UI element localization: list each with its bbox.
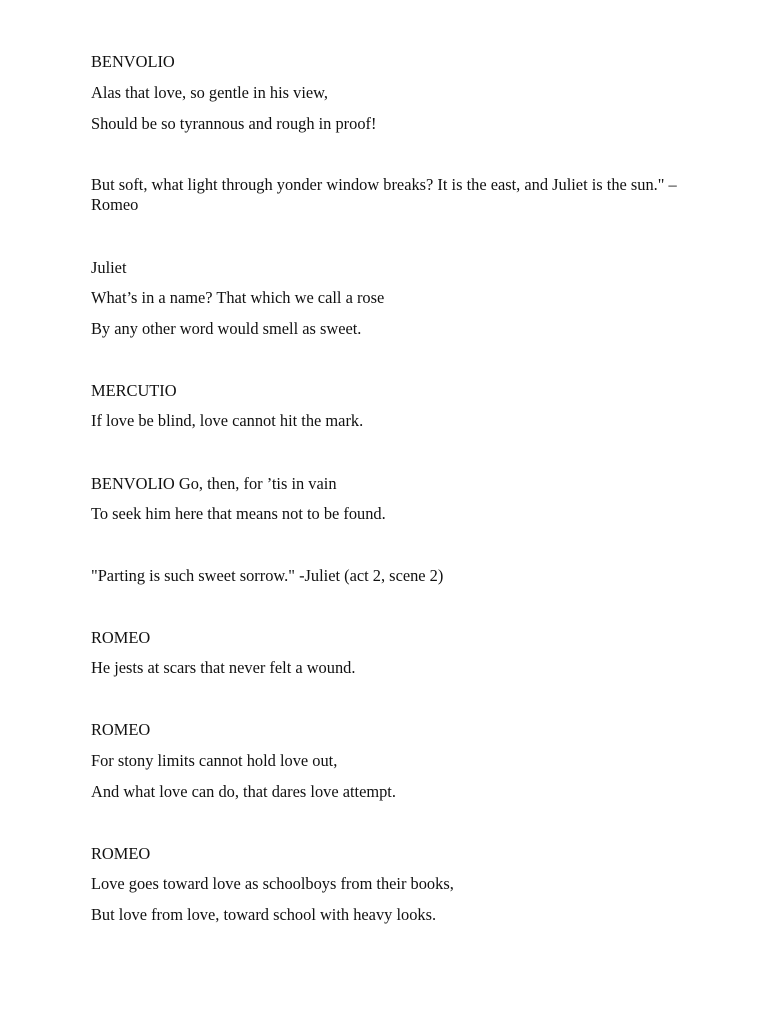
verse-line: By any other word would smell as sweet. xyxy=(91,319,362,338)
quote-line: "Parting is such sweet sorrow." -Juliet (act 2, scene 2) xyxy=(91,566,444,585)
verse-line: For stony limits cannot hold love out, xyxy=(91,751,338,770)
verse-line: What’s in a name? That which we call a rose xyxy=(91,288,385,307)
verse-line: Alas that love, so gentle in his view, xyxy=(91,83,329,102)
speaker-label: BENVOLIO xyxy=(91,52,175,71)
verse-line: Should be so tyrannous and rough in proof! xyxy=(91,114,377,133)
speaker-label: ROMEO xyxy=(91,844,151,863)
verse-line: But love from love, toward school with heavy looks. xyxy=(91,905,437,924)
verse-line: To seek him here that means not to be found. xyxy=(91,504,386,523)
speaker-label: ROMEO xyxy=(91,628,151,647)
speaker-label: MERCUTIO xyxy=(91,381,177,400)
verse-line: And what love can do, that dares love attempt. xyxy=(91,782,396,801)
speaker-label: ROMEO xyxy=(91,720,151,739)
verse-line: Love goes toward love as schoolboys from their books, xyxy=(91,874,454,893)
verse-line: He jests at scars that never felt a wound. xyxy=(91,658,356,677)
verse-line: If love be blind, love cannot hit the mark. xyxy=(91,411,364,430)
speaker-label: Juliet xyxy=(91,258,127,277)
speaker-label: BENVOLIO Go, then, for ’tis in vain xyxy=(91,474,337,493)
quote-line: But soft, what light through yonder window breaks? It is the east, and Juliet is the sun." –Romeo xyxy=(91,175,677,214)
